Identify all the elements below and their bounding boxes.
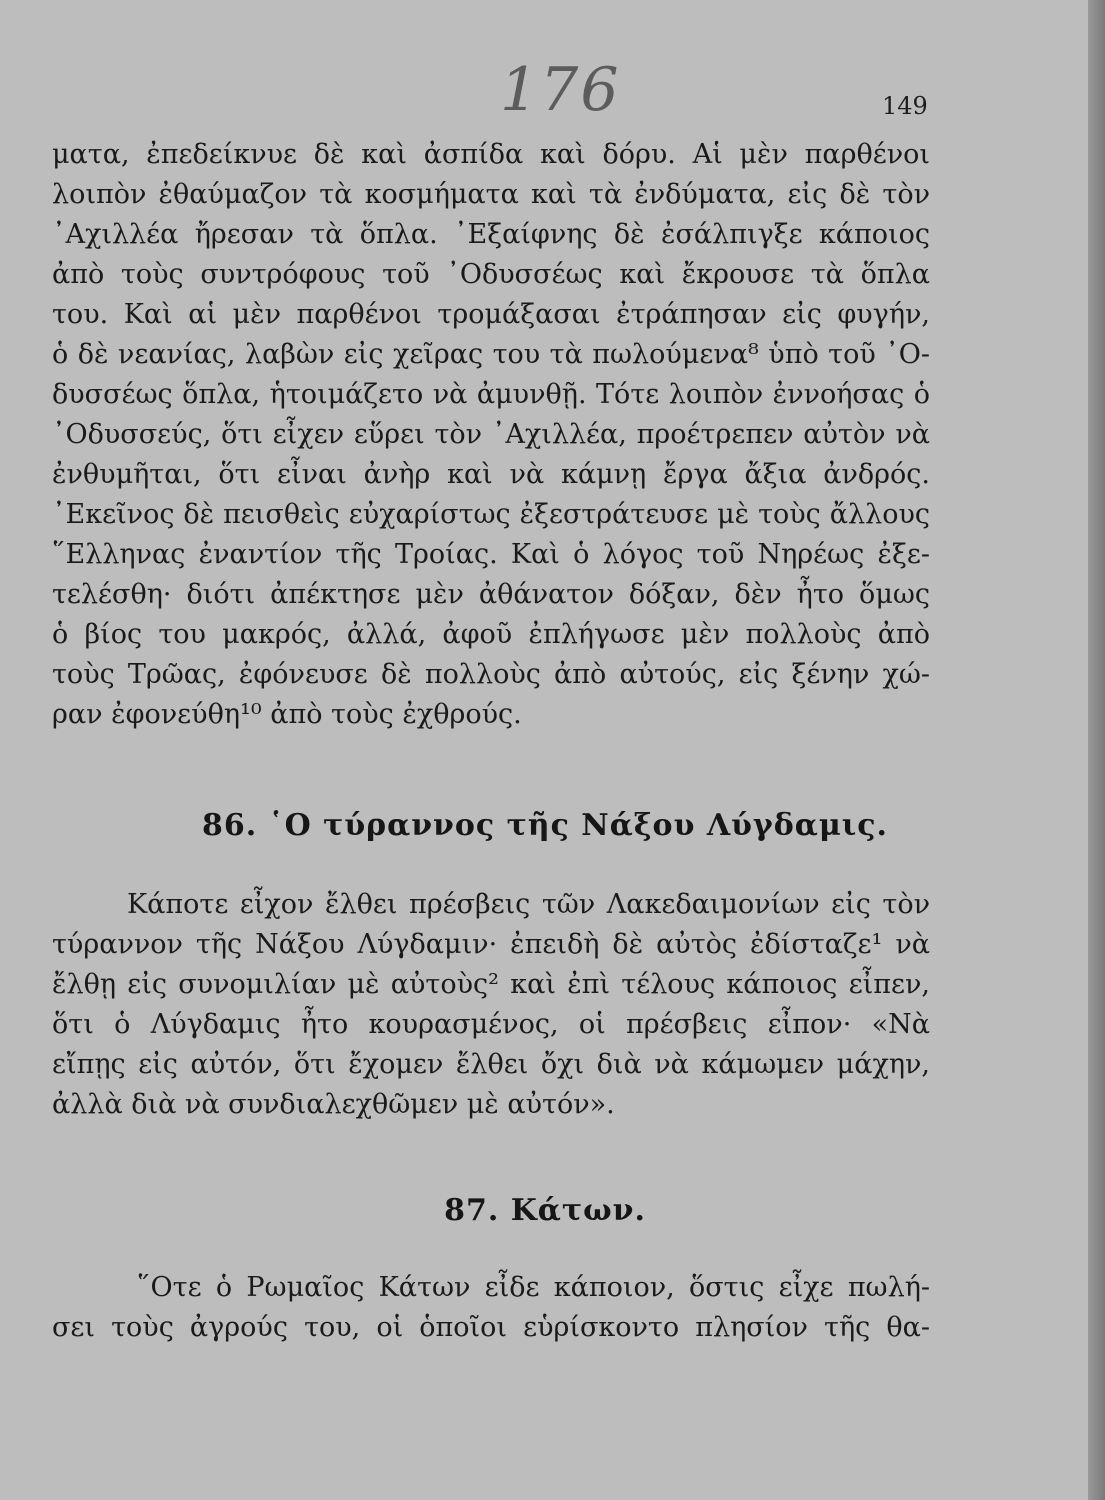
text-line: ῞Οτε ὁ Ρωμαῖος Κάτων εἶδε κάποιον, ὅστις εἶχε πωλή- bbox=[137, 1272, 930, 1303]
section-86-paragraph bbox=[52, 885, 930, 1125]
page-edge bbox=[1088, 0, 1105, 1500]
text-line: τελέσθη· διότι ἀπέκτησε μὲν ἀθάνατον δόξαν, δὲν ἦτο ὅμως bbox=[52, 579, 930, 610]
text-line: ὁ βίος του μακρός, ἀλλά, ἀφοῦ ἐπλήγωσε μὲν πολλοὺς ἀπὸ bbox=[52, 619, 930, 650]
text-line: ῞Ελληνας ἐναντίον τῆς Τροίας. Καὶ ὁ λόγος τοῦ Νηρέως ἐξε- bbox=[52, 539, 930, 570]
text-line: ραν ἐφονεύθη¹⁰ ἀπὸ τοὺς ἐχθρούς. bbox=[52, 699, 522, 730]
text-line: ᾿Εκεῖνος δὲ πεισθεὶς εὐχαρίστως ἐξεστράτευσε μὲ τοὺς ἄλλους bbox=[52, 499, 930, 530]
text-line: σει τοὺς ἀγρούς του, οἱ ὁποῖοι εὑρίσκοντο πλησίον τῆς θα- bbox=[52, 1312, 930, 1343]
intro-paragraph bbox=[52, 135, 930, 735]
text-line: Κάποτε εἶχον ἔλθει πρέσβεις τῶν Λακεδαιμονίων εἰς τὸν bbox=[127, 889, 930, 920]
text-line: ἀπὸ τοὺς συντρόφους τοῦ ᾿Οδυσσέως καὶ ἔκρουσε τὰ ὅπλα bbox=[52, 259, 930, 290]
text-line: δυσσέως ὅπλα, ἡτοιμάζετο νὰ ἀμυνθῇ. Τότε λοιπὸν ἐννοήσας ὁ bbox=[52, 379, 930, 410]
page-number: 149 bbox=[882, 92, 928, 120]
section-heading-87: 87. Κάτων. bbox=[444, 1193, 646, 1228]
text-line: ματα, ἐπεδείκνυε δὲ καὶ ἀσπίδα καὶ δόρυ. Αἱ μὲν παρθένοι bbox=[52, 139, 930, 170]
text-line: εἴπῃς εἰς αὐτόν, ὅτι ἔχομεν ἔλθει ὄχι διὰ νὰ κάμωμεν μάχην, bbox=[52, 1049, 930, 1080]
section-heading-86: 86. ῾Ο τύραννος τῆς Νάξου Λύγδαμις. bbox=[201, 808, 889, 843]
handwritten-page-number: 176 bbox=[500, 55, 621, 125]
text-line: ᾿Αχιλλέα ἤρεσαν τὰ ὅπλα. ᾿Εξαίφνης δὲ ἐσάλπιγξε κάποιος bbox=[52, 219, 930, 250]
text-line: ἔλθῃ εἰς συνομιλίαν μὲ αὐτοὺς² καὶ ἐπὶ τέλους κάποιος εἶπεν, bbox=[52, 969, 930, 1000]
text-line: τοὺς Τρῶας, ἐφόνευσε δὲ πολλοὺς ἀπὸ αὐτούς, εἰς ξένην χώ- bbox=[52, 659, 930, 690]
text-line: τύραννον τῆς Νάξου Λύγδαμιν· ἐπειδὴ δὲ αὐτὸς ἐδίσταζε¹ νὰ bbox=[52, 929, 930, 960]
text-line: ἀλλὰ διὰ νὰ συνδιαλεχθῶμεν μὲ αὐτόν». bbox=[52, 1089, 615, 1120]
text-line: του. Καὶ αἱ μὲν παρθένοι τρομάξασαι ἐτράπησαν εἰς φυγήν, bbox=[52, 299, 930, 330]
text-line: ὁ δὲ νεανίας, λαβὼν εἰς χεῖρας του τὰ πωλούμενα⁸ ὑπὸ τοῦ ᾿Ο- bbox=[52, 339, 930, 370]
text-line: ᾿Οδυσσεύς, ὅτι εἶχεν εὕρει τὸν ᾿Αχιλλέα, προέτρεπεν αὐτὸν νὰ bbox=[52, 419, 930, 450]
text-line: ὅτι ὁ Λύγδαμις ἦτο κουρασμένος, οἱ πρέσβεις εἶπον· «Νὰ bbox=[52, 1009, 930, 1040]
text-line: ἐνθυμῆται, ὅτι εἶναι ἀνὴρ καὶ νὰ κάμνῃ ἔργα ἄξια ἀνδρός. bbox=[52, 459, 930, 490]
text-line: λοιπὸν ἐθαύμαζον τὰ κοσμήματα καὶ τὰ ἐνδύματα, εἰς δὲ τὸν bbox=[52, 179, 930, 210]
section-87-paragraph bbox=[52, 1268, 930, 1348]
